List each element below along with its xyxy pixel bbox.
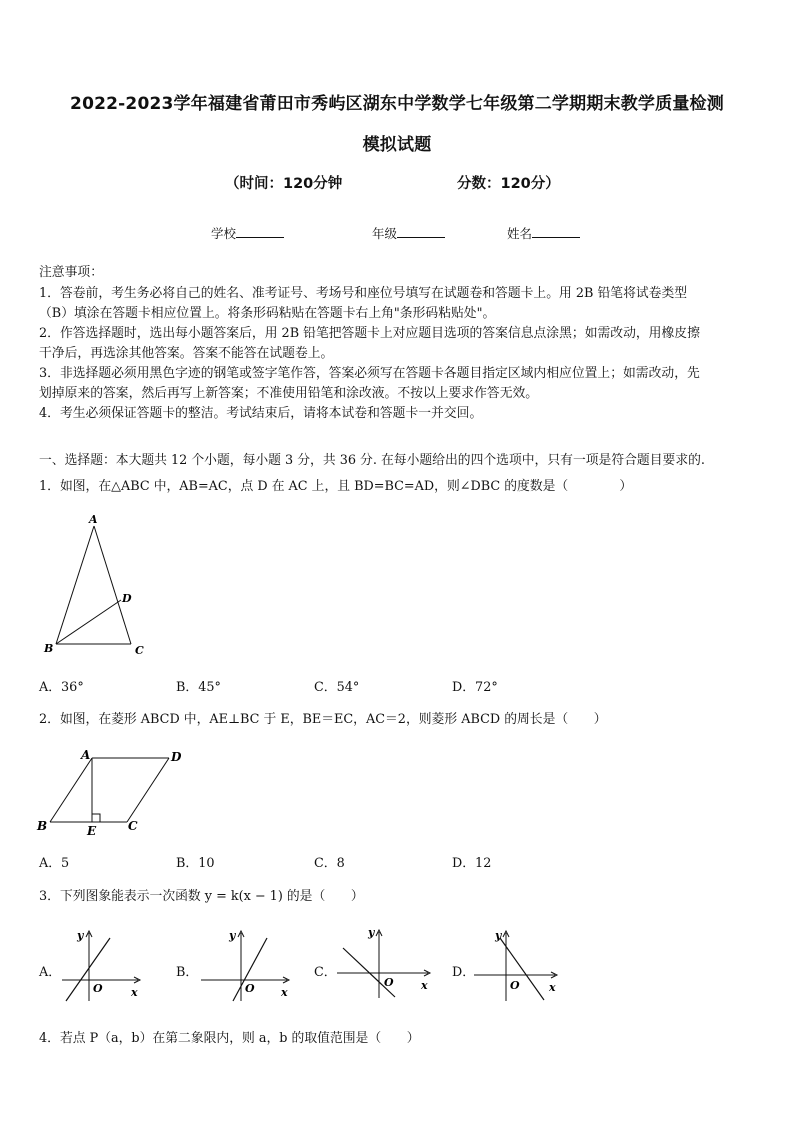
q3-option-a-label[interactable]: A． xyxy=(39,965,62,980)
q3-option-c-label[interactable]: C． xyxy=(314,965,337,980)
x-axis-label: x xyxy=(421,979,428,992)
vertex-label-e: E xyxy=(87,824,97,838)
note-line: 1．答卷前，考生务必将自己的姓名、准考证号、考场号和座位号填写在试题卷和答题卡上。用 2B 铅笔将试卷类型 xyxy=(39,286,688,301)
q2-option-b[interactable]: B．10 xyxy=(176,856,215,871)
q1-option-b[interactable]: B．45° xyxy=(176,680,221,695)
note-line: （B）填涂在答题卡相应位置上。将条形码粘贴在答题卡右上角"条形码粘贴处"。 xyxy=(39,306,496,321)
school-blank xyxy=(236,225,284,238)
q3-option-d-label[interactable]: D． xyxy=(452,965,476,980)
vertex-label-b: B xyxy=(44,642,54,655)
school-label: 学校 xyxy=(211,226,237,241)
grade-field xyxy=(372,224,445,242)
q1-option-a[interactable]: A．36° xyxy=(39,680,84,695)
y-axis-label: y xyxy=(77,929,84,942)
q1-option-c[interactable]: C．54° xyxy=(314,680,360,695)
name-blank xyxy=(532,225,580,238)
notes-heading: 注意事项： xyxy=(39,265,103,280)
note-line: 干净后，再选涂其他答案。答案不能答在试题卷上。 xyxy=(39,346,334,361)
y-axis-label: y xyxy=(229,929,236,942)
q3-option-b-label[interactable]: B． xyxy=(176,965,199,980)
question-1-stem: 1．如图，在△ABC 中，AB=AC，点 D 在 AC 上，且 BD=BC=AD，则∠DBC 的度数是（ ） xyxy=(39,479,633,494)
question-1-triangle-figure xyxy=(38,508,158,660)
x-axis-label: x xyxy=(131,986,138,999)
question-2-stem: 2．如图，在菱形 ABCD 中，AE⊥BC 于 E，BE＝EC，AC＝2，则菱形 ABCD 的周长是（ ） xyxy=(39,712,607,727)
question-4-stem: 4．若点 P（a，b）在第二象限内，则 a，b 的取值范围是（ ） xyxy=(39,1031,420,1046)
origin-label: O xyxy=(510,979,520,992)
page-title: 2022-2023学年福建省莆田市秀屿区湖东中学数学七年级第二学期期末教学质量检测 xyxy=(70,94,724,114)
q2-option-d[interactable]: D．12 xyxy=(452,856,492,871)
note-line: 3．非选择题必须用黑色字迹的钢笔或签字笔作答，答案必须写在答题卡各题目指定区域内相应位置上；如需改动，先 xyxy=(39,366,700,381)
vertex-label-d: D xyxy=(122,592,132,605)
vertex-label-a: A xyxy=(89,513,98,526)
y-axis-label: y xyxy=(368,926,375,939)
origin-label: O xyxy=(384,976,394,989)
note-line: 2．作答选择题时，选出每小题答案后，用 2B 铅笔把答题卡上对应题目选项的答案信息点涂黑；如需改动，用橡皮擦 xyxy=(39,326,700,341)
q3-option-d-graph[interactable] xyxy=(470,925,565,1005)
q2-option-a[interactable]: A．5 xyxy=(39,856,70,871)
question-2-rhombus-figure xyxy=(34,745,194,840)
vertex-label-c: C xyxy=(135,644,144,657)
school-field xyxy=(211,224,284,242)
section-heading: 一、选择题：本大题共 12 个小题，每小题 3 分，共 36 分. 在每小题给出的四个选项中，只有一项是符合题目要求的. xyxy=(39,453,705,468)
page-title-line2: 模拟试题 xyxy=(362,135,432,155)
q3-option-c-graph[interactable] xyxy=(333,922,438,1002)
note-line: 划掉原来的答案，然后再写上新答案；不准使用铅笔和涂改液。不按以上要求作答无效。 xyxy=(39,386,539,401)
y-axis-label: y xyxy=(495,929,502,942)
q3-option-a-graph[interactable] xyxy=(58,925,153,1005)
name-field xyxy=(507,224,580,242)
exam-time: （时间：120分钟 xyxy=(225,176,343,192)
exam-score: 分数：120分） xyxy=(457,176,560,192)
origin-label: O xyxy=(93,982,103,995)
q3-option-b-graph[interactable] xyxy=(197,925,297,1005)
vertex-label-c: C xyxy=(128,819,138,833)
grade-blank xyxy=(397,225,445,238)
grade-label: 年级 xyxy=(372,226,398,241)
vertex-label-d: D xyxy=(171,750,182,764)
vertex-label-a: A xyxy=(81,748,91,762)
note-line: 4．考生必须保证答题卡的整洁。考试结束后，请将本试卷和答题卡一并交回。 xyxy=(39,406,483,421)
q1-option-d[interactable]: D．72° xyxy=(452,680,498,695)
origin-label: O xyxy=(245,982,255,995)
vertex-label-b: B xyxy=(37,819,48,833)
x-axis-label: x xyxy=(549,981,556,994)
question-3-stem: 3．下列图象能表示一次函数 y = k(x − 1) 的是（ ） xyxy=(39,889,364,904)
notes-list xyxy=(39,284,759,424)
q2-option-c[interactable]: C．8 xyxy=(314,856,345,871)
x-axis-label: x xyxy=(281,986,288,999)
name-label: 姓名 xyxy=(507,226,533,241)
